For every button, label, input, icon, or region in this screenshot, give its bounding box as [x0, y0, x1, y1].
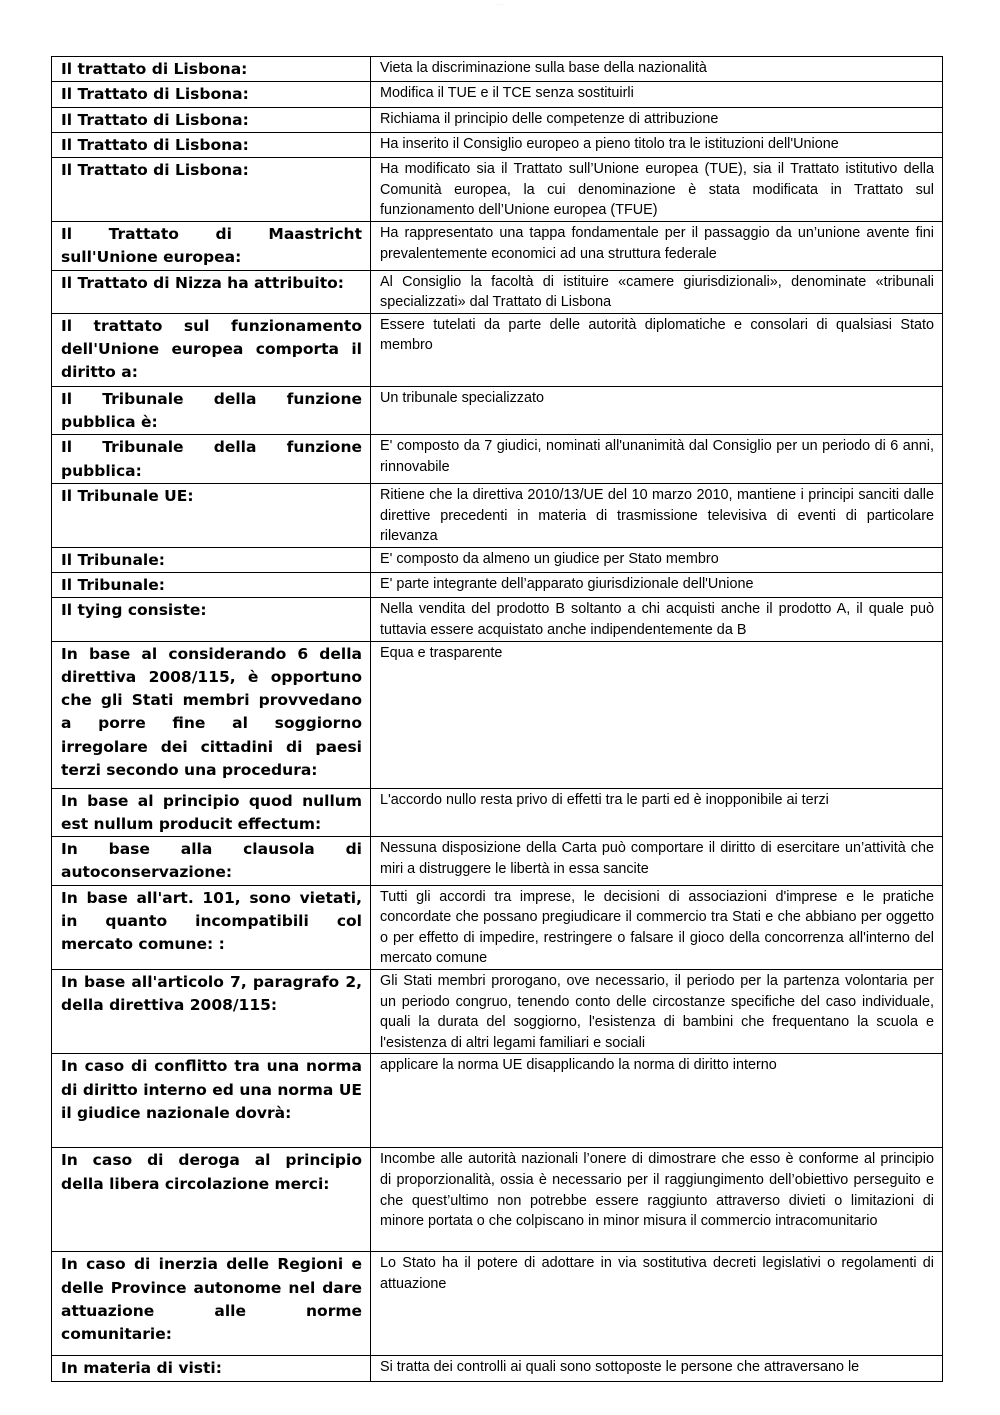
question-cell: In caso di inerzia delle Regioni e delle Province autonome nel dare attuazione alle norme comunitarie:	[52, 1252, 371, 1356]
table-row	[52, 313, 943, 386]
qa-table-body	[52, 57, 943, 1382]
answer-cell: Ha rappresentato una tappa fondamentale per il passaggio da un’unione avente fini prevalentemente economici ad una struttura federale	[371, 221, 943, 270]
table-row	[52, 547, 943, 572]
question-cell: Il Tribunale della funzione pubblica è:	[52, 386, 371, 435]
table-row	[52, 483, 943, 547]
answer-cell: Gli Stati membri prorogano, ove necessario, il periodo per la partenza volontaria per un periodo congruo, tenendo conto delle circostanze specifiche del caso individuale, quali la durata del soggiorno, l'esistenza di bambini che frequentano la scuola e l'esistenza di altri legami familiari e sociali	[371, 970, 943, 1054]
question-cell: Il tying consiste:	[52, 598, 371, 641]
question-cell: In materia di visti:	[52, 1356, 371, 1381]
table-row	[52, 885, 943, 969]
table-row	[52, 1252, 943, 1356]
question-cell: Il Trattato di Nizza ha attribuito:	[52, 270, 371, 313]
answer-cell: E' parte integrante dell’apparato giurisdizionale dell'Unione	[371, 573, 943, 598]
question-cell: In caso di deroga al principio della libera circolazione merci:	[52, 1148, 371, 1252]
table-row	[52, 1054, 943, 1148]
question-cell: In base al considerando 6 della direttiva 2008/115, è opportuno che gli Stati membri provvedano a porre fine al soggiorno irregolare dei cittadini di paesi terzi secondo una procedura:	[52, 641, 371, 788]
answer-cell: Nessuna disposizione della Carta può comportare il diritto di esercitare un’attività che miri a distruggere le libertà in essa sancite	[371, 837, 943, 886]
table-row	[52, 1356, 943, 1381]
answer-cell: Ha inserito il Consiglio europeo a pieno titolo tra le istituzioni dell'Unione	[371, 132, 943, 157]
question-cell: Il Trattato di Lisbona:	[52, 132, 371, 157]
answer-cell: E' composto da 7 giudici, nominati all'unanimità dal Consiglio per un periodo di 6 anni, rinnovabile	[371, 435, 943, 484]
table-row	[52, 641, 943, 788]
answer-cell: Modifica il TUE e il TCE senza sostituirli	[371, 82, 943, 107]
table-row	[52, 158, 943, 222]
question-cell: Il trattato di Lisbona:	[52, 57, 371, 82]
answer-cell: Nella vendita del prodotto B soltanto a chi acquisti anche il prodotto A, il quale può tuttavia essere acquistato anche indipendentemente da B	[371, 598, 943, 641]
table-row	[52, 1148, 943, 1252]
question-cell: In base all'articolo 7, paragrafo 2, della direttiva 2008/115:	[52, 970, 371, 1054]
question-cell: In base all'art. 101, sono vietati, in quanto incompatibili col mercato comune: :	[52, 885, 371, 969]
table-row	[52, 270, 943, 313]
table-row	[52, 82, 943, 107]
question-cell: In base alla clausola di autoconservazione:	[52, 837, 371, 886]
question-cell: Il Trattato di Lisbona:	[52, 107, 371, 132]
table-row	[52, 386, 943, 435]
question-cell: Il trattato sul funzionamento dell'Unione europea comporta il diritto a:	[52, 313, 371, 386]
answer-cell: Un tribunale specializzato	[371, 386, 943, 435]
table-row	[52, 788, 943, 837]
answer-cell: Si tratta dei controlli ai quali sono sottoposte le persone che attraversano le	[371, 1356, 943, 1381]
qa-table	[51, 56, 943, 1382]
answer-cell: Incombe alle autorità nazionali l’onere di dimostrare che esso è conforme al principio di proporzionalità, ossia è necessario per il raggiungimento dell’obiettivo perseguito e che quest’ultimo non potrebbe essere raggiunto attraverso divieti o limitazioni di minore portata o che colpiscano in minor misura il commercio intracomunitario	[371, 1148, 943, 1252]
answer-cell: Al Consiglio la facoltà di istituire «camere giurisdizionali», denominate «tribunali specializzati» dal Trattato di Lisbona	[371, 270, 943, 313]
table-row	[52, 107, 943, 132]
question-cell: Il Trattato di Lisbona:	[52, 158, 371, 222]
question-cell: In caso di conflitto tra una norma di diritto interno ed una norma UE il giudice nazionale dovrà:	[52, 1054, 371, 1148]
question-cell: In base al principio quod nullum est nullum producit effectum:	[52, 788, 371, 837]
answer-cell: Ritiene che la direttiva 2010/13/UE del 10 marzo 2010, mantiene i principi sanciti dalle direttive precedenti in materia di trasmissione televisiva di eventi di particolare rilevanza	[371, 483, 943, 547]
question-cell: Il Trattato di Lisbona:	[52, 82, 371, 107]
answer-cell: Ha modificato sia il Trattato sull’Unione europea (TUE), sia il Trattato istitutivo della Comunità europea, la cui denominazione è stata modificata in Trattato sul funzionamento dell’Unione europea (TFUE)	[371, 158, 943, 222]
question-cell: Il Tribunale:	[52, 573, 371, 598]
answer-cell: Richiama il principio delle competenze di attribuzione	[371, 107, 943, 132]
question-cell: Il Tribunale UE:	[52, 483, 371, 547]
answer-cell: Essere tutelati da parte delle autorità diplomatiche e consolari di qualsiasi Stato membro	[371, 313, 943, 386]
table-row	[52, 435, 943, 484]
answer-cell: applicare la norma UE disapplicando la norma di diritto interno	[371, 1054, 943, 1148]
answer-cell: Tutti gli accordi tra imprese, le decisioni di associazioni d'imprese e le pratiche concordate che possano pregiudicare il commercio tra Stati e che abbiano per oggetto o per effetto di impedire, restringere o falsare il gioco della concorrenza all'interno del mercato comune	[371, 885, 943, 969]
answer-cell: E' composto da almeno un giudice per Stato membro	[371, 547, 943, 572]
table-row	[52, 598, 943, 641]
question-cell: Il Tribunale della funzione pubblica:	[52, 435, 371, 484]
page-header-mark: ········	[496, 2, 504, 6]
table-row	[52, 132, 943, 157]
table-row	[52, 221, 943, 270]
answer-cell: L'accordo nullo resta privo di effetti tra le parti ed è inopponibile ai terzi	[371, 788, 943, 837]
question-cell: Il Trattato di Maastricht sull'Unione europea:	[52, 221, 371, 270]
answer-cell: Lo Stato ha il potere di adottare in via sostitutiva decreti legislativi o regolamenti di attuazione	[371, 1252, 943, 1356]
table-row	[52, 573, 943, 598]
table-row	[52, 970, 943, 1054]
answer-cell: Vieta la discriminazione sulla base della nazionalità	[371, 57, 943, 82]
table-row	[52, 837, 943, 886]
table-row	[52, 57, 943, 82]
question-cell: Il Tribunale:	[52, 547, 371, 572]
answer-cell: Equa e trasparente	[371, 641, 943, 788]
